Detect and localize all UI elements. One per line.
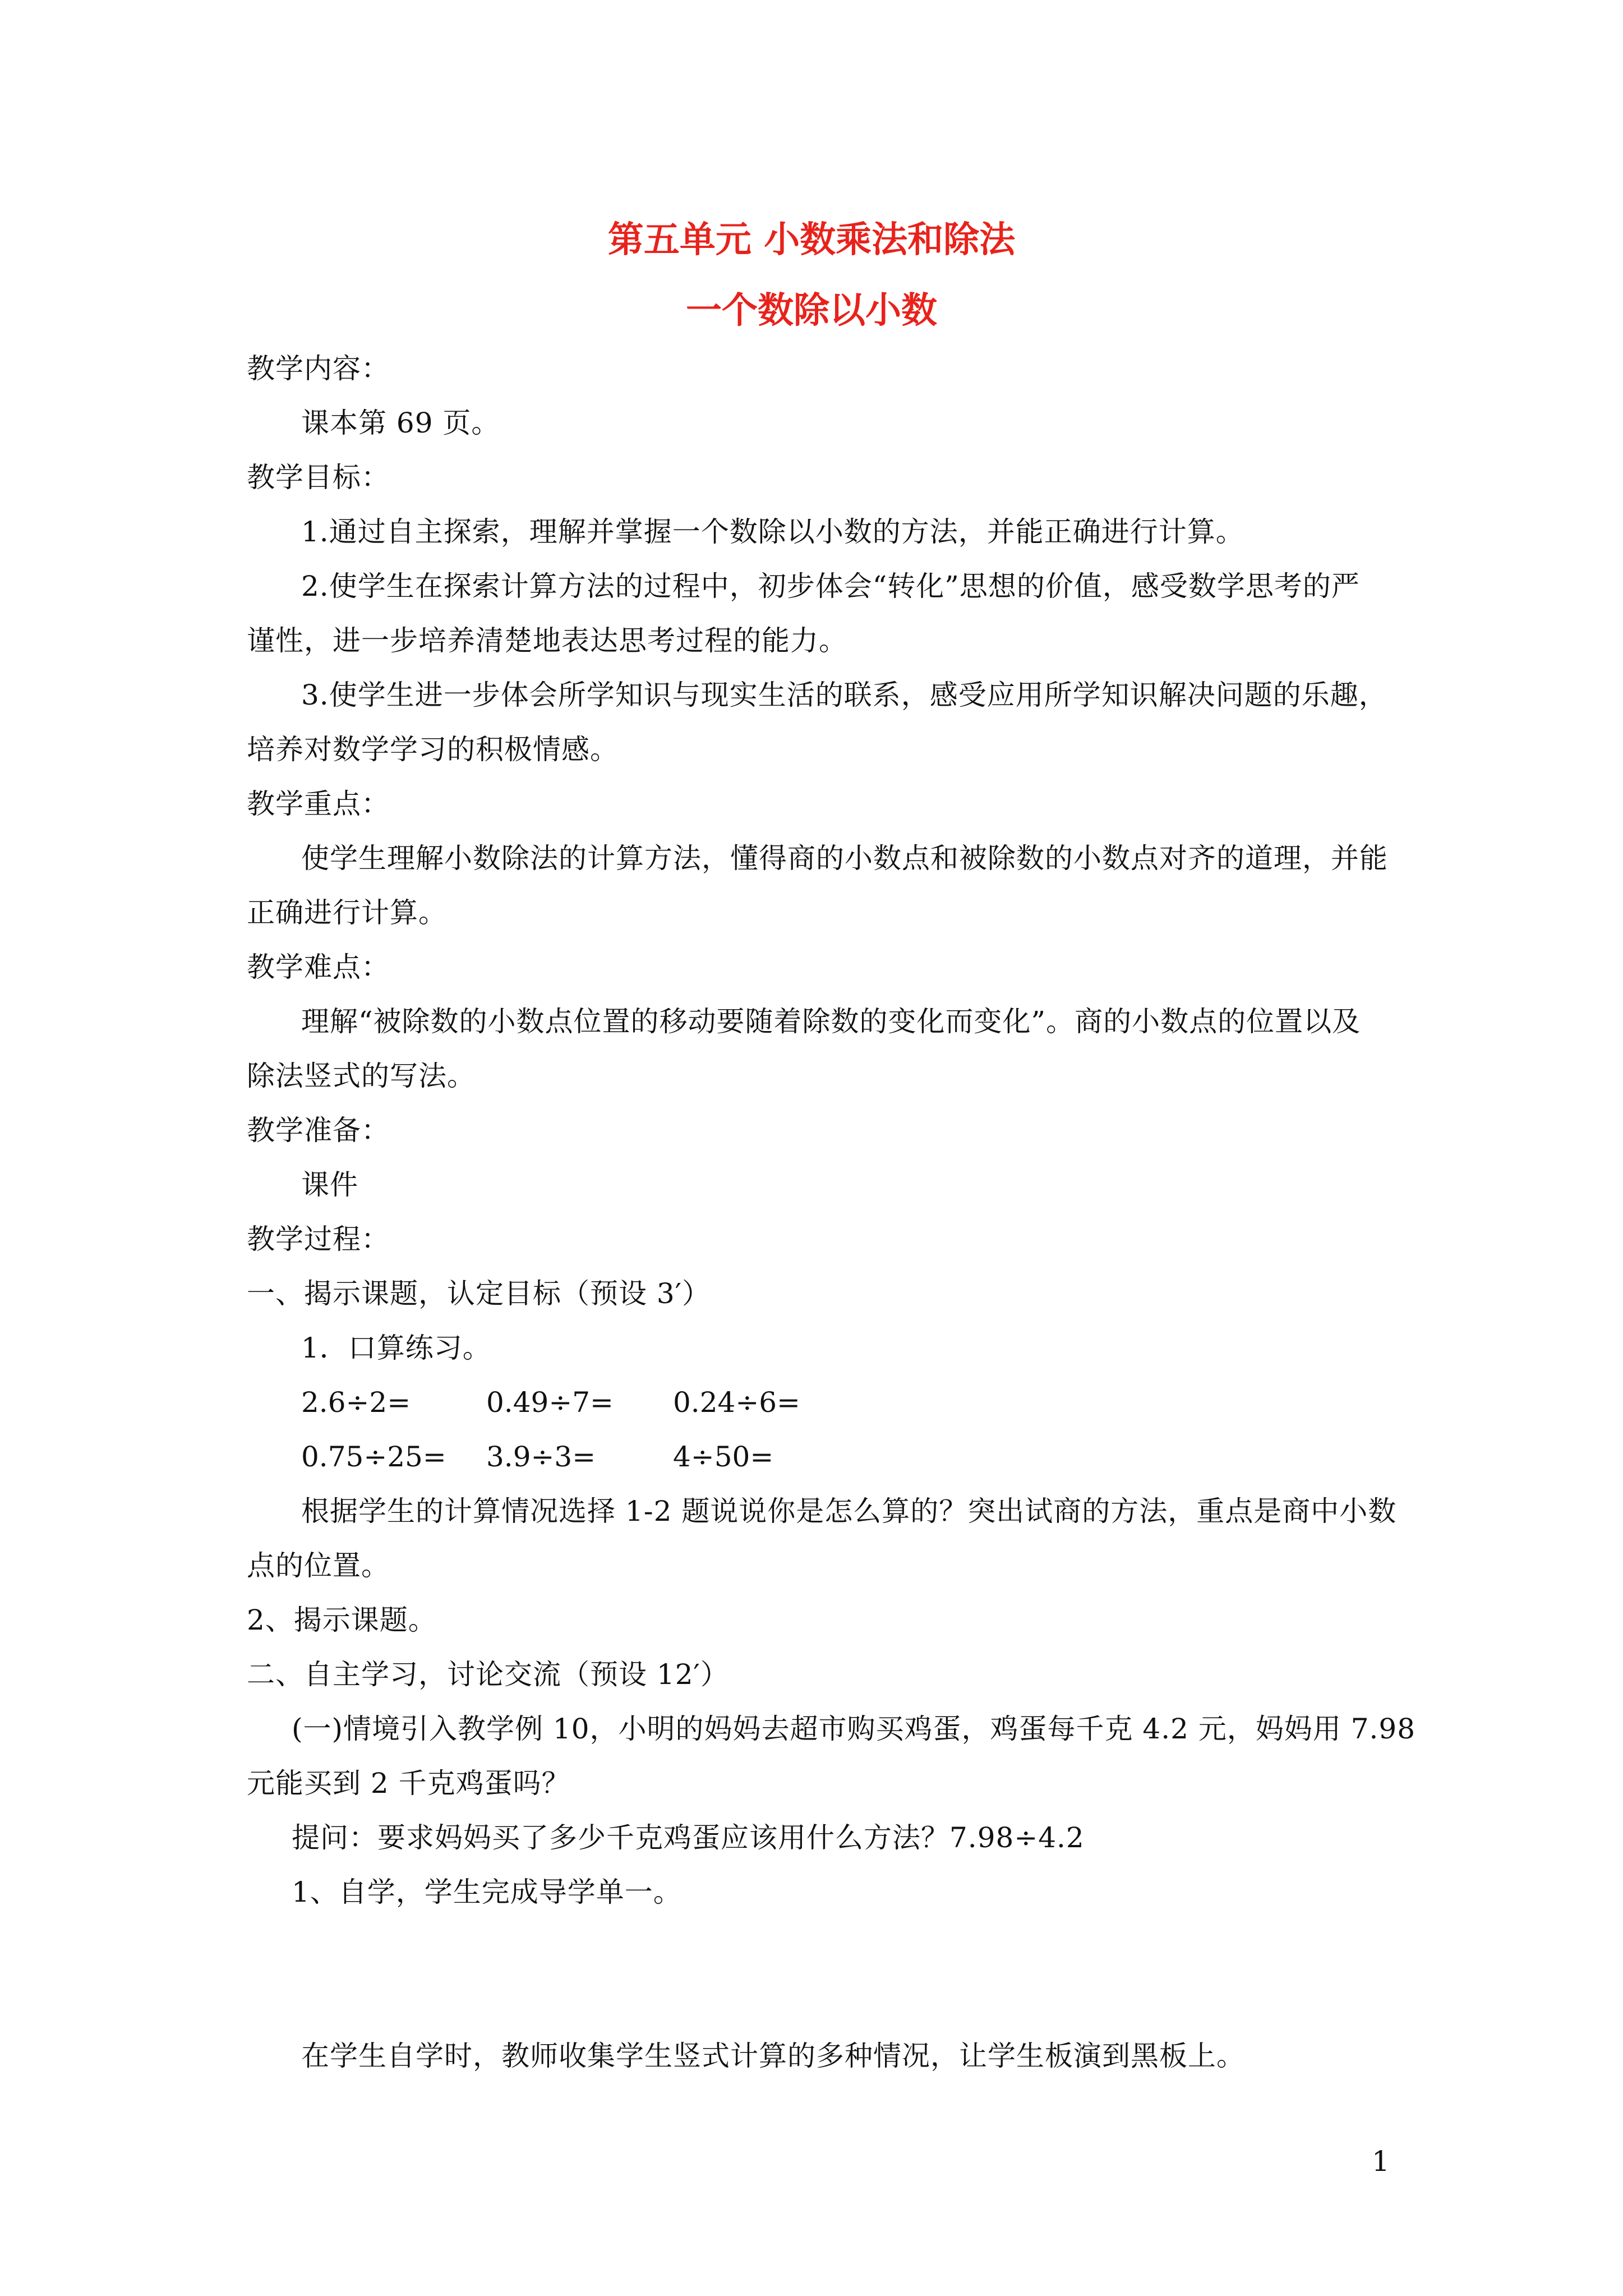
paragraph: 1、自学，学生完成导学单一。	[292, 1876, 682, 1908]
paragraph: 除法竖式的写法。	[247, 1060, 476, 1092]
exercise-item: 0.75÷25=	[301, 1441, 446, 1473]
section-heading-goals: 教学目标：	[247, 461, 390, 494]
paragraph: 2、揭示课题。	[247, 1604, 437, 1636]
section-heading-preparation: 教学准备：	[247, 1114, 390, 1147]
paragraph: 使学生理解小数除法的计算方法，懂得商的小数点和被除数的小数点对齐的道理，并能	[301, 842, 1388, 875]
paragraph: 1.通过自主探索，理解并掌握一个数除以小数的方法，并能正确进行计算。	[301, 516, 1244, 548]
paragraph: 2.使学生在探索计算方法的过程中，初步体会“转化”思想的价值，感受数学思考的严	[301, 570, 1360, 602]
document-subtitle: 一个数除以小数	[686, 289, 937, 332]
paragraph: 培养对数学学习的积极情感。	[247, 733, 619, 766]
paragraph: 1．口算练习。	[301, 1332, 491, 1364]
paragraph: 理解“被除数的小数点位置的移动要随着除数的变化而变化”。商的小数点的位置以及	[301, 1005, 1361, 1038]
exercise-item: 2.6÷2=	[301, 1386, 411, 1419]
paragraph: 在学生自学时，教师收集学生竖式计算的多种情况，让学生板演到黑板上。	[301, 2040, 1245, 2072]
subsection-heading: 一、揭示课题，认定目标（预设 3′）	[247, 1277, 711, 1310]
paragraph: 点的位置。	[247, 1549, 390, 1582]
page-number: 1	[1372, 2145, 1390, 2178]
paragraph: 谨性，进一步培养清楚地表达思考过程的能力。	[247, 624, 847, 657]
section-heading-difficulty: 教学难点：	[247, 951, 390, 983]
section-heading-focus: 教学重点：	[247, 788, 390, 820]
exercise-item: 0.24÷6=	[673, 1386, 800, 1419]
exercise-item: 0.49÷7=	[486, 1386, 614, 1419]
exercise-item: 3.9÷3=	[486, 1441, 596, 1473]
paragraph: 正确进行计算。	[247, 896, 447, 929]
paragraph: 3.使学生进一步体会所学知识与现实生活的联系，感受应用所学知识解决问题的乐趣，	[301, 679, 1387, 711]
subsection-heading: 二、自主学习，讨论交流（预设 12′）	[247, 1658, 729, 1691]
paragraph: (一)情境引入教学例 10，小明的妈妈去超市购买鸡蛋，鸡蛋每千克 4.2 元，妈妈用 7.98	[292, 1713, 1416, 1745]
section-heading-content: 教学内容：	[247, 352, 390, 385]
paragraph: 提问：要求妈妈买了多少千克鸡蛋应该用什么方法？7.98÷4.2	[292, 1821, 1085, 1854]
document-title: 第五单元 小数乘法和除法	[607, 219, 1016, 261]
paragraph: 课本第 69 页。	[301, 407, 500, 439]
paragraph: 元能买到 2 千克鸡蛋吗？	[247, 1767, 570, 1800]
paragraph: 根据学生的计算情况选择 1-2 题说说你是怎么算的？突出试商的方法，重点是商中小数	[301, 1495, 1397, 1527]
paragraph: 课件	[301, 1168, 358, 1201]
exercise-item: 4÷50=	[673, 1441, 774, 1473]
section-heading-process: 教学过程：	[247, 1223, 390, 1255]
